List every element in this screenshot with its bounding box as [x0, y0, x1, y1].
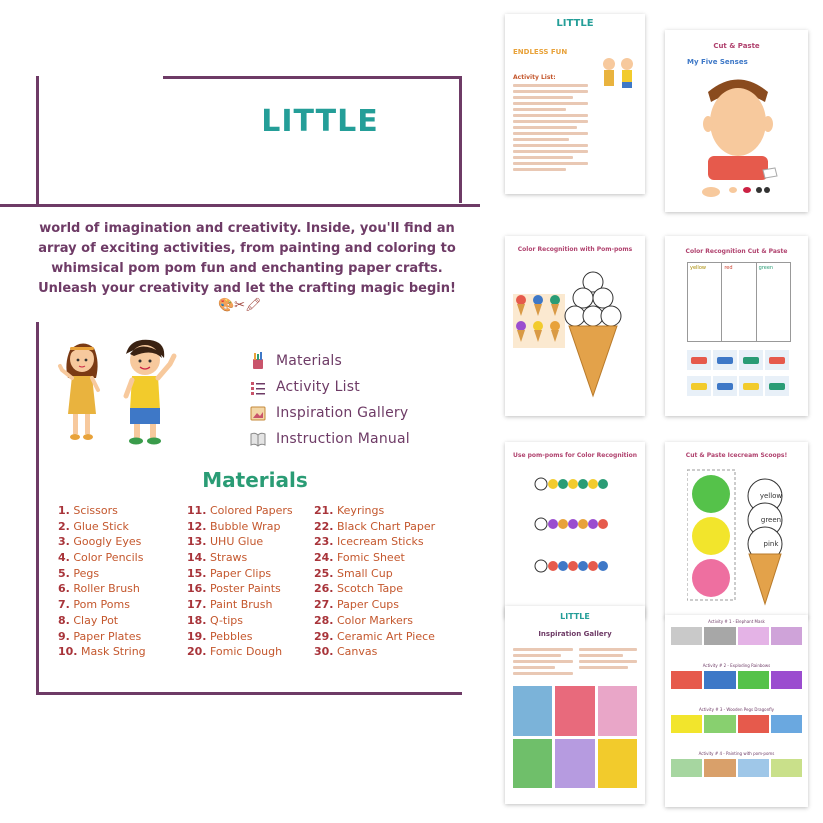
toc-label: Instruction Manual	[276, 431, 410, 447]
thumbnail-icecream-scoops[interactable]	[665, 442, 808, 618]
gallery-list-left	[513, 648, 573, 678]
thumbnail-cover[interactable]	[505, 14, 645, 194]
main-page-top-border	[163, 76, 462, 79]
activity-photos-row	[671, 627, 802, 645]
boy-figure	[126, 340, 174, 445]
material-item: 27. Paper Cups	[314, 598, 400, 612]
thumb-list-lines	[513, 84, 588, 174]
craft-icons: 🎨✂🖍	[218, 298, 262, 313]
toc-item-inspiration-gallery[interactable]	[250, 400, 410, 426]
toc-item-activity-list[interactable]	[250, 374, 410, 400]
thumb-caption: Use pom-poms for Color Recognition	[513, 452, 637, 459]
thumb-caption: Cut & Paste	[713, 42, 760, 50]
scoop-label: pink	[763, 540, 779, 548]
sort-column: yellow	[688, 263, 722, 341]
sort-table	[687, 262, 791, 342]
material-item: 18. Q-tips	[187, 613, 244, 627]
gallery-photo	[513, 686, 552, 736]
scoop-label: yellow	[759, 492, 783, 500]
main-page-right-border	[459, 76, 462, 203]
materials-heading: Materials	[202, 468, 308, 492]
material-item: 9. Paper Plates	[58, 629, 142, 643]
thumbnail-activities[interactable]	[665, 615, 808, 807]
book-icon	[250, 430, 266, 448]
gallery-photo	[555, 686, 594, 736]
gallery-photo	[555, 739, 594, 789]
material-item: 2. Glue Stick	[58, 519, 129, 533]
sort-column: green	[758, 265, 774, 271]
activity-photos-row	[671, 759, 802, 777]
intro-text: world of imagination and creativity. Inside, you'll find an array of exciting activities, from painting and coloring to whimsical pom pom fun and enchanting paper crafts. Unleash your creativity and let the crafting magic begin!	[38, 221, 456, 296]
material-item: 5. Pegs	[58, 566, 100, 580]
material-item: 25. Small Cup	[314, 566, 393, 580]
material-item: 7. Pom Poms	[58, 598, 130, 612]
thumbnail-five-senses[interactable]	[665, 30, 808, 212]
thumb-list-title: Activity List:	[513, 74, 556, 81]
material-item: 12. Bubble Wrap	[187, 519, 281, 533]
toc-label: Materials	[276, 353, 342, 369]
material-item: 14. Straws	[187, 551, 248, 565]
material-item: 19. Pebbles	[187, 629, 253, 643]
girl-figure	[60, 343, 98, 440]
materials-column-3	[314, 504, 435, 661]
material-item: 10. Mask String	[58, 645, 146, 659]
toc-label: Activity List	[276, 379, 360, 395]
gallery-photo	[598, 686, 637, 736]
scoops-illustration	[687, 468, 791, 608]
materials-column-2	[187, 504, 293, 661]
thumb-subtitle: ENDLESS FUN	[513, 48, 568, 56]
material-item: 15. Paper Clips	[187, 566, 272, 580]
kids-illustration	[56, 334, 191, 454]
icecream-pom-illustration	[511, 266, 641, 406]
materials-column-1	[58, 504, 146, 661]
thumb-caption: Color Recognition with Pom-poms	[517, 246, 633, 253]
material-item: 1. Scissors	[58, 504, 118, 517]
material-item: 26. Scotch Tape	[314, 582, 403, 596]
table-of-contents	[250, 348, 410, 452]
scoop-label: green	[760, 516, 782, 524]
material-item: 6. Roller Brush	[58, 582, 140, 596]
toc-label: Inspiration Gallery	[276, 405, 409, 421]
gallery-photo	[598, 739, 637, 789]
thumbnail-inspiration-gallery[interactable]	[505, 606, 645, 804]
material-item: 22. Black Chart Paper	[314, 519, 436, 533]
material-item: 13. UHU Glue	[187, 535, 264, 549]
car-cutouts	[687, 350, 791, 400]
toc-item-instruction-manual[interactable]	[250, 426, 410, 452]
material-item: 24. Fomic Sheet	[314, 551, 405, 565]
activity-heading: Activity # 4 - Painting with pom-poms	[698, 751, 775, 756]
gallery-photo	[513, 739, 552, 789]
activity-heading: Activity # 3 - Wooden Pegs Dragonfly	[698, 707, 774, 712]
material-item: 29. Ceramic Art Piece	[314, 629, 435, 643]
material-item: 16. Poster Paints	[187, 582, 281, 596]
material-item: 8. Clay Pot	[58, 613, 119, 627]
gallery-list-right	[579, 648, 637, 672]
material-item: 28. Color Markers	[314, 613, 413, 627]
activity-photos-row	[671, 715, 802, 733]
face-illustration	[693, 72, 783, 202]
thumbnail-cut-paste-color[interactable]	[665, 236, 808, 416]
activity-heading: Activity # 2 - Exploding Rainbows	[702, 663, 771, 668]
thumb-caption: Cut & Paste Icecream Scoops!	[685, 452, 788, 459]
material-item: 17. Paint Brush	[187, 598, 273, 612]
list-icon	[250, 378, 266, 396]
material-item: 11. Colored Papers	[187, 504, 293, 517]
material-item: 4. Color Pencils	[58, 551, 144, 565]
activity-photos-row	[671, 671, 802, 689]
toc-item-materials[interactable]	[250, 348, 410, 374]
thumb-caption: Color Recognition Cut & Paste	[685, 248, 788, 255]
material-item: 20. Fomic Dough	[187, 645, 283, 659]
sort-column: red	[722, 263, 756, 341]
material-item: 23. Icecream Sticks	[314, 535, 424, 549]
thumb-subtitle: My Five Senses	[687, 58, 748, 66]
gallery-icon	[250, 404, 266, 422]
thumb-title: LITTLE	[556, 18, 594, 29]
gallery-photo-grid	[513, 686, 637, 788]
thumbnail-pom-color[interactable]	[505, 236, 645, 416]
material-item: 30. Canvas	[314, 645, 378, 659]
material-item: 21. Keyrings	[314, 504, 385, 517]
page-title: LITTLE	[261, 104, 379, 139]
thumb-kids-icon	[597, 54, 639, 96]
thumb-title: LITTLE	[560, 612, 590, 621]
thumb-caption: Inspiration Gallery	[538, 630, 612, 638]
thumbnail-pom-caterpillar[interactable]	[505, 442, 645, 618]
activity-heading: Activity # 1 - Elephant Mask	[708, 619, 765, 624]
pencil-cup-icon	[250, 352, 266, 370]
caterpillar-illustration	[527, 470, 627, 600]
material-item: 3. Googly Eyes	[58, 535, 142, 549]
